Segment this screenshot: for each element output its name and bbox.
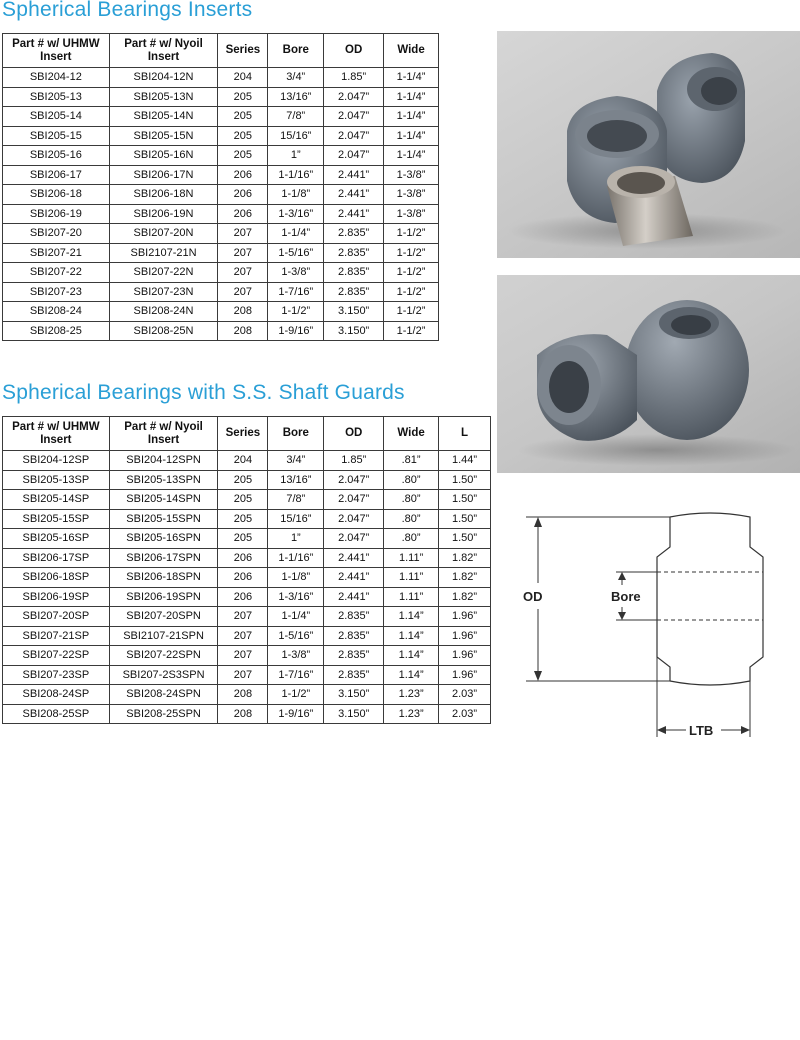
table-cell: 2.835” <box>324 607 384 627</box>
table-cell: 2.441” <box>324 568 384 588</box>
table-cell: 2.047” <box>324 107 384 127</box>
table-cell: 1-1/4” <box>384 126 439 146</box>
table-cell: 205 <box>218 87 268 107</box>
table-cell: 2.047” <box>324 87 384 107</box>
table-cell: 204 <box>218 68 268 88</box>
table-cell: .80” <box>384 509 439 529</box>
table-cell: 1-3/16” <box>268 587 324 607</box>
table-row <box>3 704 491 724</box>
table-cell: SBI206-18 <box>3 185 110 205</box>
table-cell: 1-1/8” <box>268 568 324 588</box>
table-cell: 2.047” <box>324 529 384 549</box>
header-wide: Wide <box>384 417 439 451</box>
table-cell: 1.96” <box>439 607 491 627</box>
table-cell: 1.50” <box>439 490 491 510</box>
table-cell: SBI207-23N <box>109 282 218 302</box>
table-row <box>3 665 491 685</box>
table-cell: SBI208-24SP <box>3 685 110 705</box>
section-title-inserts: Spherical Bearings Inserts <box>2 0 253 21</box>
table-cell: 206 <box>218 587 268 607</box>
header-series: Series <box>218 34 268 68</box>
table-cell: 1-3/8” <box>268 646 324 666</box>
table-cell: .80” <box>384 529 439 549</box>
table-cell: 1.23” <box>384 685 439 705</box>
table-cell: 3/4” <box>268 68 324 88</box>
table-cell: 2.441” <box>324 548 384 568</box>
table-cell: 1-1/2” <box>268 685 324 705</box>
table-cell: 1-3/8” <box>384 165 439 185</box>
table-cell: SBI205-15N <box>109 126 218 146</box>
header-od: OD <box>324 34 384 68</box>
table-cell: SBI205-15SP <box>3 509 110 529</box>
table-cell: SBI205-14SP <box>3 490 110 510</box>
header-part-nyoil: Part # w/ Nyoil Insert <box>109 417 218 451</box>
shaft-guards-spec-table <box>2 416 491 724</box>
table-cell: 1” <box>268 146 324 166</box>
table-cell: 1-7/16” <box>268 282 324 302</box>
table-cell: 205 <box>218 470 268 490</box>
table-row <box>3 470 491 490</box>
table-header-row <box>3 417 491 451</box>
table-cell: SBI205-16SPN <box>109 529 218 549</box>
table-cell: 207 <box>218 665 268 685</box>
table-row <box>3 646 491 666</box>
table-cell: 7/8” <box>268 107 324 127</box>
table-row <box>3 587 491 607</box>
table-cell: 2.047” <box>324 509 384 529</box>
table-cell: 1.14” <box>384 646 439 666</box>
table-row <box>3 568 491 588</box>
table-cell: SBI204-12N <box>109 68 218 88</box>
table-cell: SBI206-19 <box>3 204 110 224</box>
table-cell: 208 <box>218 321 268 341</box>
table-cell: SBI207-20SPN <box>109 607 218 627</box>
table-cell: 3.150” <box>324 302 384 322</box>
table-cell: SBI207-22N <box>109 263 218 283</box>
table-cell: 1.96” <box>439 646 491 666</box>
header-wide: Wide <box>384 34 439 68</box>
table-cell: 1.85” <box>324 68 384 88</box>
header-series: Series <box>218 417 268 451</box>
table-cell: 1-1/8” <box>268 185 324 205</box>
table-cell: 1.82” <box>439 568 491 588</box>
table-cell: 1-1/2” <box>384 263 439 283</box>
table-cell: 1.82” <box>439 587 491 607</box>
table-cell: 1” <box>268 529 324 549</box>
table-cell: 1.11” <box>384 548 439 568</box>
table-cell: SBI2107-21SPN <box>109 626 218 646</box>
table-cell: SBI205-14SPN <box>109 490 218 510</box>
table-cell: SBI206-18N <box>109 185 218 205</box>
table-cell: 208 <box>218 704 268 724</box>
table-cell: 3.150” <box>324 704 384 724</box>
table-cell: SBI206-19SPN <box>109 587 218 607</box>
section-title-shaft-guards: Spherical Bearings with S.S. Shaft Guards <box>2 381 405 404</box>
table-cell: 1-1/4” <box>384 87 439 107</box>
table-row <box>3 490 491 510</box>
table-cell: SBI208-24N <box>109 302 218 322</box>
table-cell: SBI205-13 <box>3 87 110 107</box>
table-row <box>3 548 491 568</box>
table-cell: SBI206-18SP <box>3 568 110 588</box>
table-row <box>3 282 439 302</box>
table-cell: SBI207-20 <box>3 224 110 244</box>
header-bore: Bore <box>268 34 324 68</box>
bearing-outline <box>657 513 763 685</box>
table-cell: SBI206-18SPN <box>109 568 218 588</box>
table-cell: 1.11” <box>384 568 439 588</box>
table-cell: 3/4” <box>268 451 324 471</box>
header-bore: Bore <box>268 417 324 451</box>
header-part-nyoil: Part # w/ Nyoil Insert <box>109 34 218 68</box>
table-row <box>3 685 491 705</box>
table-cell: 1-1/2” <box>384 224 439 244</box>
table-cell: 1-1/16” <box>268 548 324 568</box>
table-cell: 206 <box>218 548 268 568</box>
table-cell: 1-5/16” <box>268 626 324 646</box>
table-cell: 1-1/16” <box>268 165 324 185</box>
table-cell: SBI205-16SP <box>3 529 110 549</box>
table-cell: SBI208-24SPN <box>109 685 218 705</box>
table-cell: SBI207-23SP <box>3 665 110 685</box>
table-cell: 2.835” <box>324 282 384 302</box>
table-row <box>3 263 439 283</box>
table-cell: 1.14” <box>384 665 439 685</box>
table-cell: SBI205-13N <box>109 87 218 107</box>
header-part-uhmw: Part # w/ UHMW Insert <box>3 34 110 68</box>
table-cell: 2.835” <box>324 263 384 283</box>
table-cell: 207 <box>218 282 268 302</box>
table-row <box>3 321 439 341</box>
table-row <box>3 185 439 205</box>
table-cell: 2.835” <box>324 665 384 685</box>
table-cell: 205 <box>218 509 268 529</box>
table-row <box>3 146 439 166</box>
table-cell: 2.03” <box>439 685 491 705</box>
table-cell: 208 <box>218 302 268 322</box>
table-cell: 7/8” <box>268 490 324 510</box>
table-cell: 13/16” <box>268 470 324 490</box>
table-cell: 1-1/4” <box>268 607 324 627</box>
table-cell: 2.441” <box>324 185 384 205</box>
table-row <box>3 224 439 244</box>
table-cell: SBI205-14 <box>3 107 110 127</box>
table-cell: 1.50” <box>439 529 491 549</box>
table-cell: 206 <box>218 204 268 224</box>
bearing-inserts-photo <box>497 31 800 258</box>
table-cell: 2.441” <box>324 587 384 607</box>
table-cell: 207 <box>218 243 268 263</box>
table-cell: SBI205-15SPN <box>109 509 218 529</box>
table-cell: SBI208-25SPN <box>109 704 218 724</box>
table-row <box>3 204 439 224</box>
table-cell: 13/16” <box>268 87 324 107</box>
table-cell: 206 <box>218 165 268 185</box>
table-cell: 1-5/16” <box>268 243 324 263</box>
table-cell: SBI207-22 <box>3 263 110 283</box>
table-cell: 1-1/4” <box>268 224 324 244</box>
table-row <box>3 302 439 322</box>
table-cell: .80” <box>384 470 439 490</box>
header-part-uhmw: Part # w/ UHMW Insert <box>3 417 110 451</box>
table-cell: SBI204-12SP <box>3 451 110 471</box>
header-od: OD <box>324 417 384 451</box>
spherical-bearings-photo <box>497 275 800 473</box>
table-cell: 1-1/2” <box>384 302 439 322</box>
table-cell: 205 <box>218 529 268 549</box>
table-row <box>3 509 491 529</box>
table-cell: 205 <box>218 146 268 166</box>
table-cell: 1-1/2” <box>384 282 439 302</box>
table-cell: 3.150” <box>324 321 384 341</box>
table-cell: 2.441” <box>324 165 384 185</box>
table-cell: SBI205-15 <box>3 126 110 146</box>
table-cell: SBI205-14N <box>109 107 218 127</box>
table-cell: SBI206-19N <box>109 204 218 224</box>
table-cell: SBI205-16 <box>3 146 110 166</box>
table-cell: 2.441” <box>324 204 384 224</box>
table-row <box>3 607 491 627</box>
table-cell: SBI207-22SP <box>3 646 110 666</box>
table-cell: 1-3/16” <box>268 204 324 224</box>
table-cell: 2.835” <box>324 224 384 244</box>
table-cell: 15/16” <box>268 126 324 146</box>
table-cell: 1.11” <box>384 587 439 607</box>
header-l: L <box>439 417 491 451</box>
table-cell: SBI207-20SP <box>3 607 110 627</box>
table-cell: 1-1/4” <box>384 107 439 127</box>
table-cell: 207 <box>218 646 268 666</box>
table-cell: 1-1/2” <box>384 321 439 341</box>
table-cell: 1.50” <box>439 470 491 490</box>
table-cell: 2.047” <box>324 126 384 146</box>
table-cell: 1.85” <box>324 451 384 471</box>
table-row <box>3 126 439 146</box>
table-cell: SBI207-2S3SPN <box>109 665 218 685</box>
table-row <box>3 243 439 263</box>
table-cell: SBI206-17 <box>3 165 110 185</box>
table-cell: 2.047” <box>324 490 384 510</box>
table-cell: 205 <box>218 107 268 127</box>
table-cell: 15/16” <box>268 509 324 529</box>
table-cell: 2.835” <box>324 646 384 666</box>
table-cell: 1.23” <box>384 704 439 724</box>
table-cell: SBI207-22SPN <box>109 646 218 666</box>
table-cell: 1.96” <box>439 626 491 646</box>
table-cell: SBI207-21SP <box>3 626 110 646</box>
table-cell: 204 <box>218 451 268 471</box>
table-cell: 3.150” <box>324 685 384 705</box>
table-cell: 205 <box>218 490 268 510</box>
table-cell: SBI205-13SP <box>3 470 110 490</box>
table-header-row <box>3 34 439 68</box>
table-cell: 1-1/4” <box>384 68 439 88</box>
table-cell: 1.82” <box>439 548 491 568</box>
table-cell: 1-1/2” <box>268 302 324 322</box>
table-cell: SBI208-25SP <box>3 704 110 724</box>
table-cell: SBI208-24 <box>3 302 110 322</box>
table-cell: 1-9/16” <box>268 321 324 341</box>
table-cell: 1-1/2” <box>384 243 439 263</box>
table-cell: SBI204-12SPN <box>109 451 218 471</box>
table-cell: 207 <box>218 607 268 627</box>
table-cell: 1.14” <box>384 607 439 627</box>
table-cell: 1-9/16” <box>268 704 324 724</box>
table-cell: SBI206-19SP <box>3 587 110 607</box>
table-cell: 1.14” <box>384 626 439 646</box>
table-cell: 1-1/4” <box>384 146 439 166</box>
bearing-dimension-diagram <box>518 505 788 745</box>
table-cell: 2.047” <box>324 146 384 166</box>
table-cell: .81” <box>384 451 439 471</box>
table-cell: SBI2107-21N <box>109 243 218 263</box>
table-row <box>3 165 439 185</box>
table-cell: 2.835” <box>324 626 384 646</box>
table-row <box>3 529 491 549</box>
table-row <box>3 107 439 127</box>
inserts-spec-table <box>2 33 439 341</box>
table-cell: SBI205-13SPN <box>109 470 218 490</box>
table-cell: SBI206-17SP <box>3 548 110 568</box>
table-cell: 207 <box>218 626 268 646</box>
table-cell: SBI206-17SPN <box>109 548 218 568</box>
table-cell: SBI207-20N <box>109 224 218 244</box>
table-cell: 2.835” <box>324 243 384 263</box>
table-cell: 205 <box>218 126 268 146</box>
table-cell: 1-3/8” <box>268 263 324 283</box>
table-cell: 1.96” <box>439 665 491 685</box>
table-cell: 208 <box>218 685 268 705</box>
table-cell: SBI208-25N <box>109 321 218 341</box>
table-cell: 2.047” <box>324 470 384 490</box>
table-cell: SBI207-21 <box>3 243 110 263</box>
table-cell: 1.44” <box>439 451 491 471</box>
table-cell: 207 <box>218 263 268 283</box>
table-cell: SBI207-23 <box>3 282 110 302</box>
table-cell: 2.03” <box>439 704 491 724</box>
table-cell: .80” <box>384 490 439 510</box>
table-row <box>3 451 491 471</box>
table-cell: 1-7/16” <box>268 665 324 685</box>
table-cell: 206 <box>218 185 268 205</box>
table-cell: 1-3/8” <box>384 204 439 224</box>
table-cell: SBI206-17N <box>109 165 218 185</box>
od-label: OD <box>523 589 543 604</box>
table-row <box>3 87 439 107</box>
table-cell: 206 <box>218 568 268 588</box>
table-cell: SBI208-25 <box>3 321 110 341</box>
table-cell: SBI205-16N <box>109 146 218 166</box>
table-row <box>3 626 491 646</box>
table-row <box>3 68 439 88</box>
ltb-label: LTB <box>689 723 714 738</box>
table-cell: 207 <box>218 224 268 244</box>
table-cell: 1-3/8” <box>384 185 439 205</box>
table-cell: SBI204-12 <box>3 68 110 88</box>
table-cell: 1.50” <box>439 509 491 529</box>
bore-label: Bore <box>611 589 641 604</box>
